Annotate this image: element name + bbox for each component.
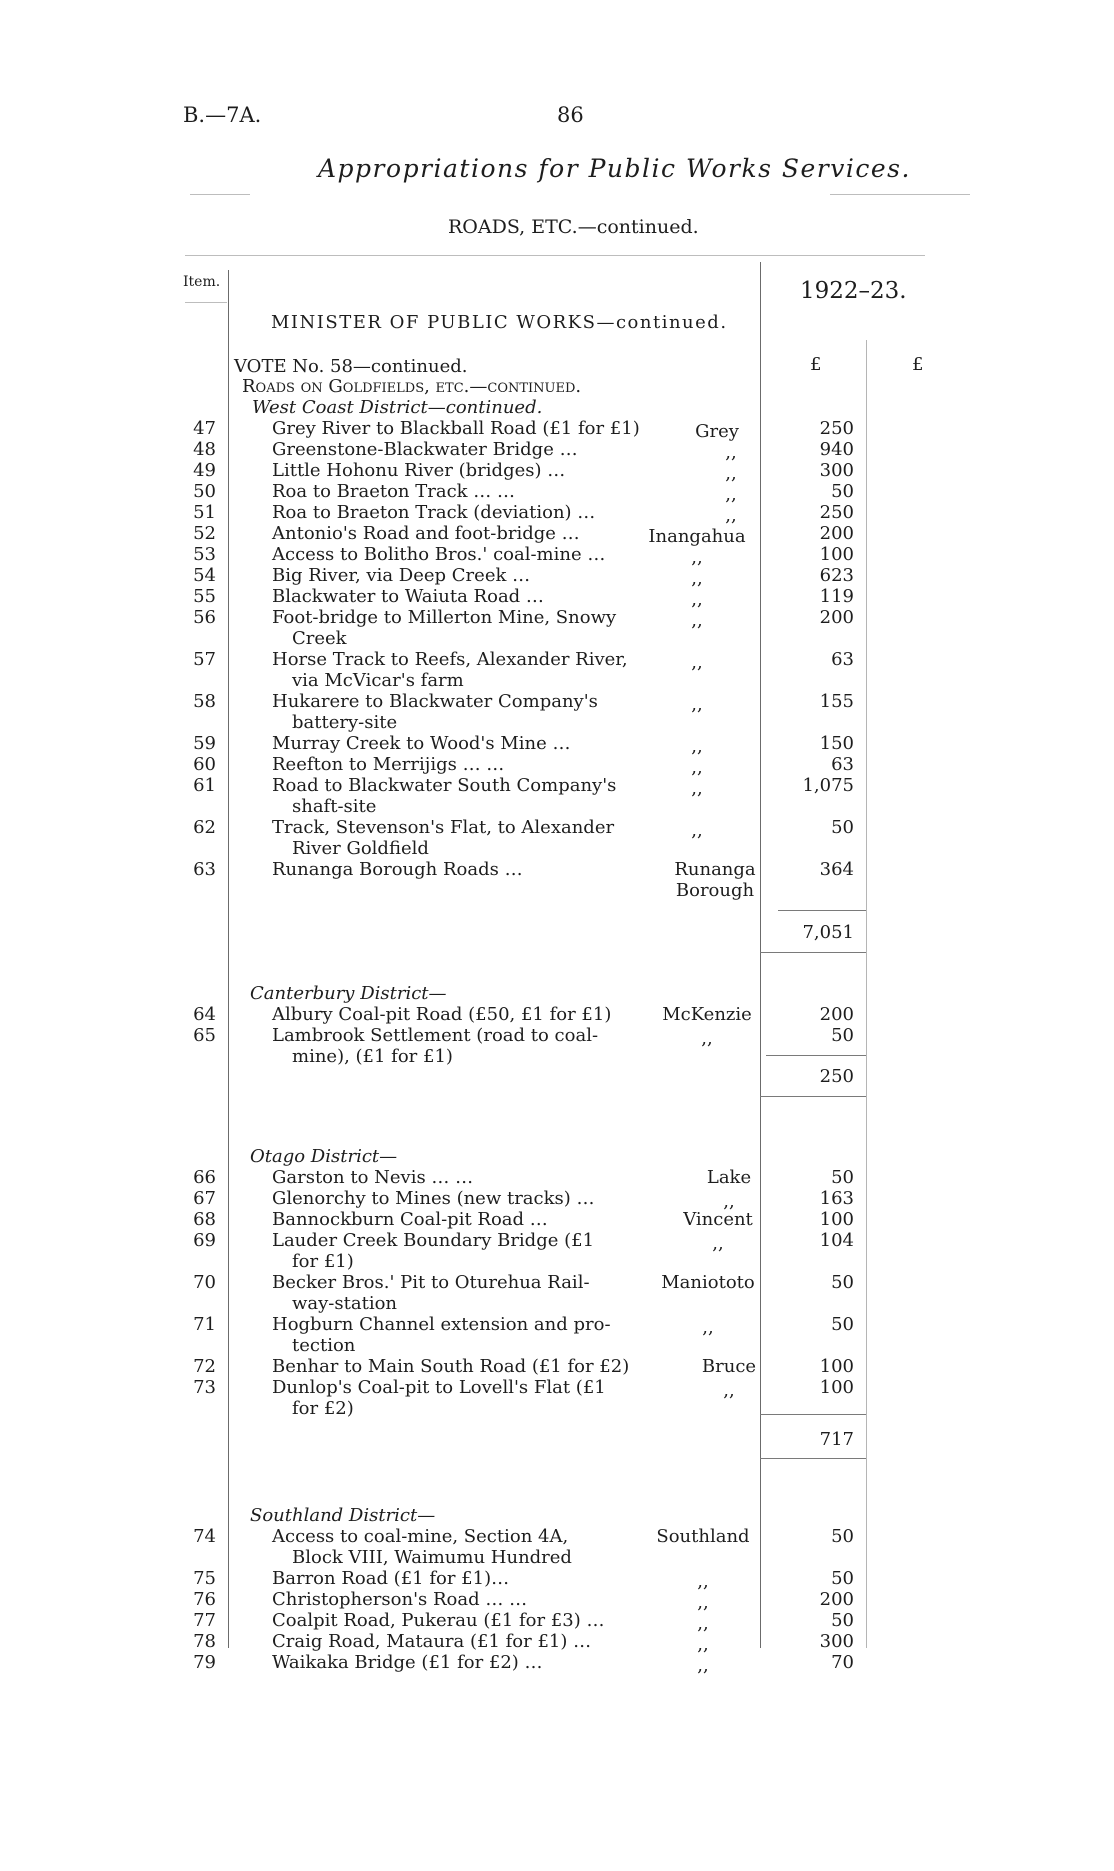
subtotal-rule — [766, 1055, 866, 1056]
section-heading-west-coast: West Coast District—continued. — [252, 397, 543, 418]
section-total: 717 — [819, 1429, 854, 1450]
item-header-rule — [185, 302, 227, 303]
year-column-header: 1922–23. — [800, 278, 907, 304]
section-heading-southland: Southland District— — [250, 1505, 436, 1526]
pound-header-1: £ — [810, 354, 822, 375]
pound-header-2: £ — [912, 354, 924, 375]
section-total: 7,051 — [802, 922, 854, 943]
subtotal-rule — [778, 910, 866, 911]
subtotal-rule — [760, 1096, 866, 1097]
item-column-header: Item. — [183, 274, 221, 290]
title-rule-left — [190, 194, 250, 195]
document-reference: B.—7A. — [183, 103, 262, 127]
section-heading-canterbury: Canterbury District— — [250, 983, 447, 1004]
page-title: Appropriations for Public Works Services. — [318, 154, 911, 183]
vote-subheading: Roads on Goldfields, etc.—continued. — [242, 376, 582, 397]
section-total: 250 — [819, 1066, 854, 1087]
ministry-heading: MINISTER OF PUBLIC WORKS—continued. — [271, 312, 728, 333]
subtotal-rule — [760, 952, 866, 953]
vote-heading: VOTE No. 58—continued. — [234, 356, 468, 377]
subtotal-rule — [760, 1458, 866, 1459]
item-column-rule — [228, 270, 229, 1648]
page-number: 86 — [557, 103, 584, 127]
title-rule-right — [830, 194, 970, 195]
section-heading-otago: Otago District— — [250, 1146, 398, 1167]
table-top-rule — [185, 255, 925, 256]
total-column-rule — [866, 340, 867, 1648]
subtotal-rule — [760, 1414, 866, 1415]
section-heading: ROADS, ETC.—continued. — [448, 216, 699, 238]
